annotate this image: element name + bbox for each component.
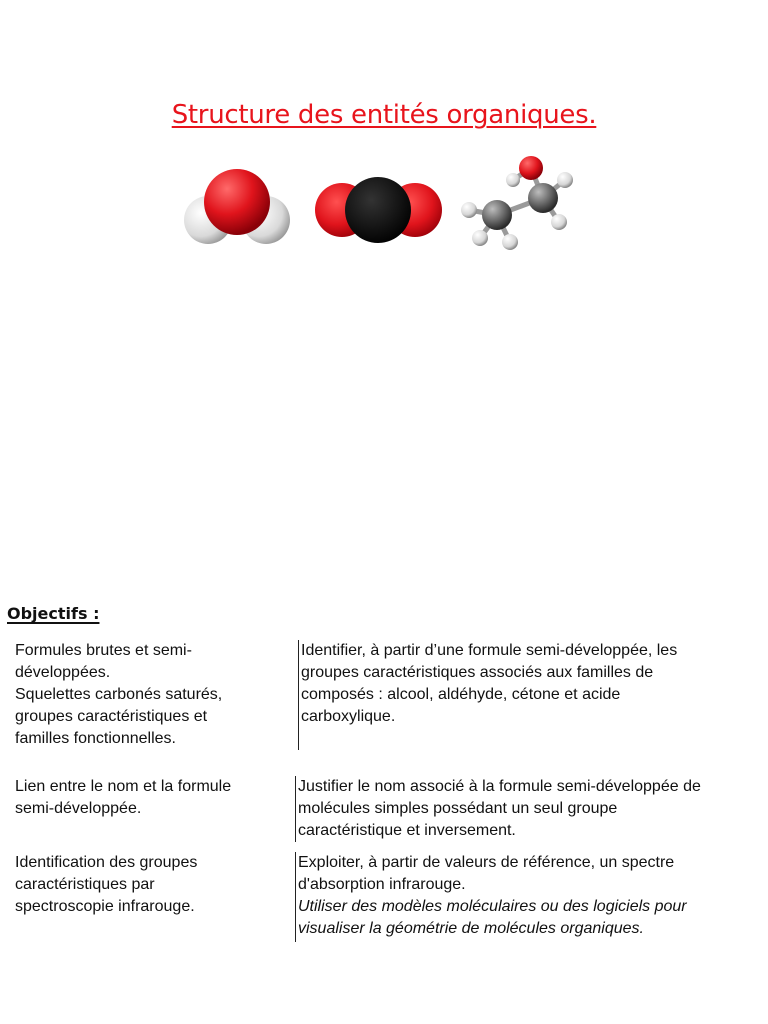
objective-skill-line: carboxylique. bbox=[301, 708, 396, 725]
objective-content-line: Identification des groupes bbox=[15, 854, 198, 871]
objective-content-line: caractéristiques par bbox=[15, 876, 155, 893]
objective-content-line: semi-développée. bbox=[15, 800, 142, 817]
ethanol-molecule-image bbox=[455, 150, 585, 260]
carbon-atom bbox=[345, 177, 411, 243]
objective-row-3-content bbox=[15, 852, 285, 918]
molecule-illustrations bbox=[0, 150, 768, 260]
objective-content-line: Squelettes carbonés saturés, bbox=[15, 686, 223, 703]
objective-skill-line: groupes caractéristiques associés aux familles de bbox=[301, 664, 654, 681]
page-title: Structure des entités organiques. bbox=[171, 100, 597, 130]
objective-row-1-content bbox=[15, 640, 285, 750]
water-molecule-image bbox=[180, 160, 295, 255]
co2-molecule-image bbox=[312, 170, 447, 250]
objective-skill-line: caractéristique et inversement. bbox=[298, 822, 516, 839]
objective-skill-line-italic: visualiser la géométrie de molécules organiques. bbox=[298, 920, 644, 937]
column-divider bbox=[298, 640, 299, 750]
objective-content-line: groupes caractéristiques et bbox=[15, 708, 208, 725]
objective-row-2-content bbox=[15, 776, 285, 820]
objectives-heading: Objectifs : bbox=[7, 604, 100, 623]
objective-skill-line: Identifier, à partir d’une formule semi-développée, les bbox=[301, 642, 678, 659]
objective-content-line: familles fonctionnelles. bbox=[15, 730, 176, 747]
oxygen-atom bbox=[204, 169, 270, 235]
objective-skill-line: d'absorption infrarouge. bbox=[298, 876, 466, 893]
objective-row-3-skills bbox=[298, 852, 764, 940]
objective-skill-line: composés : alcool, aldéhyde, cétone et acide bbox=[301, 686, 621, 703]
objective-skill-line: molécules simples possédant un seul groupe bbox=[298, 800, 618, 817]
objective-row-1-skills bbox=[301, 640, 761, 728]
objective-content-line: développées. bbox=[15, 664, 111, 681]
column-divider bbox=[295, 852, 296, 942]
objective-content-line: Formules brutes et semi- bbox=[15, 642, 192, 659]
objective-row-2-skills bbox=[298, 776, 764, 842]
column-divider bbox=[295, 776, 296, 842]
objective-skill-line: Justifier le nom associé à la formule semi-développée de bbox=[298, 778, 701, 795]
objective-content-line: Lien entre le nom et la formule bbox=[15, 778, 232, 795]
objective-content-line: spectroscopie infrarouge. bbox=[15, 898, 195, 915]
objective-skill-line: Exploiter, à partir de valeurs de référence, un spectre bbox=[298, 854, 675, 871]
objective-skill-line-italic: Utiliser des modèles moléculaires ou des logiciels pour bbox=[298, 898, 687, 915]
